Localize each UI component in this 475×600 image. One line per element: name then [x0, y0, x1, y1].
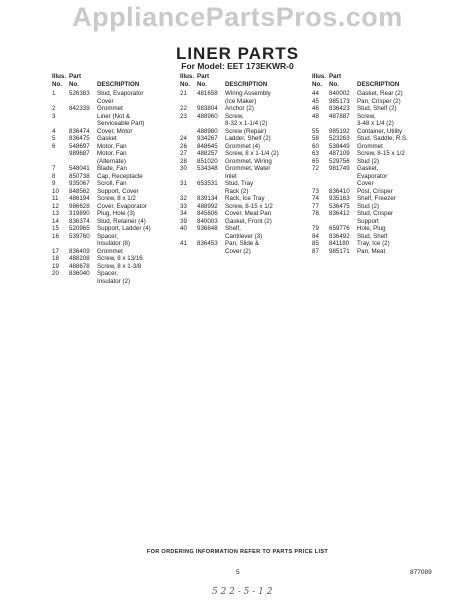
part-number: 529756	[329, 157, 350, 165]
illus-number: 78	[312, 210, 319, 217]
parts-column-3	[312, 73, 444, 255]
part-row	[312, 98, 444, 106]
part-number: 488960	[197, 112, 218, 120]
column-header	[312, 73, 444, 90]
header-no: No.	[180, 81, 190, 88]
illus-number: 65	[312, 157, 319, 165]
part-description: Screw, 8 x 1-3/8	[97, 262, 142, 270]
part-row	[312, 113, 444, 121]
part-row	[180, 165, 308, 173]
part-row	[52, 150, 176, 158]
part-description: Cover	[97, 97, 114, 105]
part-description: Grommet	[97, 247, 123, 255]
part-number: 848645	[197, 142, 218, 150]
part-description: Grommet, Wiring	[225, 157, 272, 165]
illus-number: 72	[312, 165, 319, 172]
part-description: Scroll, Fan	[97, 180, 127, 187]
part-description: Screw,	[357, 112, 376, 120]
part-description: Stud, Shelf (2)	[357, 105, 397, 112]
part-row	[180, 218, 308, 226]
illus-number: 77	[312, 202, 319, 210]
part-description: Grommet	[357, 142, 383, 150]
part-number: 538449	[329, 142, 350, 150]
illus-number: 24	[180, 135, 187, 142]
ordering-info-footer: FOR ORDERING INFORMATION REFER TO PARTS PRICE LIST	[146, 549, 329, 555]
part-row	[180, 113, 308, 121]
part-row	[312, 240, 444, 248]
part-description: Shelf,	[225, 225, 241, 232]
part-description: Support, Ladder (4)	[97, 225, 151, 232]
part-row	[52, 158, 176, 166]
part-row	[52, 263, 176, 271]
part-number: 851020	[197, 157, 218, 165]
part-row	[180, 240, 308, 248]
part-row	[52, 188, 176, 196]
part-description: Cover	[357, 180, 374, 187]
part-row	[312, 233, 444, 241]
part-description: Pan, Slide &	[225, 240, 260, 247]
part-row	[180, 225, 308, 233]
part-row	[52, 225, 176, 233]
illus-number: 34	[180, 210, 187, 217]
part-description: Motor, Fan	[97, 142, 127, 150]
illus-number: 9	[52, 180, 56, 187]
part-number: 836410	[329, 187, 350, 195]
illus-number: 74	[312, 195, 319, 202]
part-description: Support	[357, 217, 379, 225]
part-number: 845606	[197, 210, 218, 217]
header-illus: Illus.	[312, 73, 327, 80]
page-title: LINER PARTS	[175, 44, 300, 63]
illus-number: 13	[52, 210, 59, 217]
part-row	[312, 150, 444, 158]
part-number: 319890	[69, 210, 90, 217]
illus-number: 23	[180, 112, 187, 120]
part-description: Blade, Fan	[97, 165, 127, 172]
part-row	[52, 128, 176, 136]
illus-number: 63	[312, 150, 319, 157]
part-description: Stud, Shelf	[357, 232, 388, 240]
part-row	[312, 203, 444, 211]
part-number: 488678	[69, 262, 90, 270]
part-row	[180, 135, 308, 143]
part-row	[52, 195, 176, 203]
part-row	[52, 210, 176, 218]
part-description: Screw, 8 x 1-1/4 (2)	[225, 150, 279, 157]
part-number: 935067	[69, 180, 90, 187]
part-description: Stud (2)	[357, 202, 380, 210]
part-row	[180, 180, 308, 188]
part-number: 534348	[197, 165, 218, 172]
part-number: 936848	[197, 225, 218, 232]
part-description: Container, Utility	[357, 127, 403, 135]
part-row	[312, 165, 444, 173]
part-description: Rack (2)	[225, 187, 249, 195]
part-description: Cover, Evaporator	[97, 202, 147, 210]
illus-number: 46	[312, 105, 319, 112]
part-description: 3-48 x 1/4 (2)	[357, 120, 394, 127]
header-part: Part	[69, 73, 82, 80]
part-number: 836412	[329, 210, 350, 217]
part-description: Gasket,	[357, 165, 379, 172]
part-description: Spacer,	[97, 270, 118, 277]
watermark: AppliancePartsPros.com	[72, 2, 403, 32]
part-row	[180, 150, 308, 158]
part-number: 486194	[69, 195, 90, 202]
part-row	[52, 255, 176, 263]
part-number: 836492	[329, 232, 350, 240]
part-number: 488257	[197, 150, 218, 157]
header-illus: Illus.	[52, 73, 67, 80]
part-number: 836409	[69, 247, 90, 255]
part-number: 989687	[69, 150, 90, 157]
part-row	[312, 120, 444, 128]
part-description: Pan, Meat	[357, 247, 386, 255]
illus-number: 31	[180, 180, 187, 187]
part-description: (Ice Maker)	[225, 97, 257, 105]
illus-number: 1	[52, 90, 56, 97]
illus-number: 14	[52, 217, 59, 225]
part-row	[180, 233, 308, 241]
part-description: Grommet	[97, 105, 123, 112]
illus-number: 5	[52, 135, 56, 142]
part-description: Stud (2)	[357, 157, 380, 165]
header-part: Part	[197, 73, 210, 80]
part-description: Screw,	[225, 112, 244, 120]
part-description: Inlet	[225, 172, 237, 180]
header-description: DESCRIPTION	[357, 81, 400, 88]
part-row	[312, 225, 444, 233]
part-row	[52, 135, 176, 143]
parts-column-1	[52, 73, 176, 285]
part-row	[52, 270, 176, 278]
illus-number: 28	[180, 157, 187, 165]
part-row	[52, 248, 176, 256]
part-row	[52, 120, 176, 128]
part-description: Ladder, Shelf (2)	[225, 135, 271, 142]
part-number: 488980	[197, 127, 218, 135]
part-description: 8-32 x 1-1/4 (2)	[225, 120, 268, 127]
illus-number: 48	[312, 112, 319, 120]
part-number: 488208	[69, 255, 90, 262]
illus-number: 39	[180, 217, 187, 225]
header-part-no: No.	[69, 81, 79, 88]
part-number: 487887	[329, 112, 350, 120]
part-description: Serviceable Part)	[97, 120, 145, 127]
part-number: 836423	[329, 105, 350, 112]
part-row	[180, 120, 308, 128]
part-number: 481658	[197, 90, 218, 97]
part-row	[52, 165, 176, 173]
part-number: 841180	[329, 240, 350, 247]
part-description: Gasket	[97, 135, 117, 142]
part-description: Motor, Fan	[97, 150, 127, 157]
illus-number: 11	[52, 195, 59, 202]
part-number: 985171	[329, 247, 350, 255]
part-description: Stud, Saddle, R.S.	[357, 135, 408, 142]
part-number: 985173	[329, 97, 350, 105]
part-description: Anchor (2)	[225, 105, 254, 112]
illus-number: 55	[312, 127, 319, 135]
part-description: Screw, 8-15 x 1/2	[225, 202, 273, 210]
part-description: Cover (2)	[225, 247, 251, 255]
part-description: Support, Cover	[97, 187, 139, 195]
header-no: No.	[312, 81, 322, 88]
part-row	[52, 218, 176, 226]
part-number: 526383	[69, 90, 90, 97]
part-description: Screw (Repair)	[225, 127, 267, 135]
part-row	[180, 248, 308, 256]
illus-number: 10	[52, 187, 59, 195]
illus-number: 60	[312, 142, 319, 150]
part-number: 836453	[197, 240, 218, 247]
part-description: Evaporator	[357, 172, 388, 180]
form-number: 877089	[410, 569, 432, 576]
illus-number: 33	[180, 202, 187, 210]
illus-number: 79	[312, 225, 319, 232]
part-number: 836475	[69, 135, 90, 142]
part-description: Grommet, Water	[225, 165, 271, 172]
part-row	[312, 248, 444, 256]
illus-number: 2	[52, 105, 56, 112]
column-header	[52, 73, 176, 90]
part-row	[180, 195, 308, 203]
illus-number: 26	[180, 142, 187, 150]
part-description: Screw, 8 x 1/2	[97, 195, 136, 202]
part-row	[180, 128, 308, 136]
illus-number: 18	[52, 255, 59, 262]
part-number: 985192	[329, 127, 350, 135]
part-description: Hole, Plug	[357, 225, 386, 232]
part-row	[312, 210, 444, 218]
part-row	[312, 188, 444, 196]
part-row	[52, 98, 176, 106]
part-number: 981749	[329, 165, 350, 172]
part-description: Insulator (2)	[97, 277, 131, 285]
part-row	[312, 195, 444, 203]
part-description: Tray, Ice (2)	[357, 240, 390, 247]
part-description: Stud, Crisper	[357, 210, 394, 217]
part-description: Rack, Ice Tray	[225, 195, 265, 202]
part-description: Spacer,	[97, 232, 118, 240]
part-row	[180, 98, 308, 106]
part-row	[312, 218, 444, 226]
part-description: Cap, Receptacle	[97, 172, 143, 180]
header-part-no: No.	[197, 81, 207, 88]
part-description: Stud, Evaporator	[97, 90, 144, 97]
part-number: 523263	[329, 135, 350, 142]
part-description: (Alternate)	[97, 157, 126, 165]
part-row	[180, 90, 308, 98]
part-number: 548041	[69, 165, 90, 172]
part-row	[52, 240, 176, 248]
part-row	[52, 203, 176, 211]
part-number: 983804	[197, 105, 218, 112]
illus-number: 87	[312, 247, 319, 255]
part-row	[312, 173, 444, 181]
part-number: 659776	[329, 225, 350, 232]
header-part-no: No.	[329, 81, 339, 88]
illus-number: 44	[312, 90, 319, 97]
part-number: 536475	[329, 202, 350, 210]
header-part: Part	[329, 73, 342, 80]
illus-number: 22	[180, 105, 187, 112]
part-row	[312, 128, 444, 136]
part-number: 488992	[197, 202, 218, 210]
part-description: Plug, Hole (3)	[97, 210, 135, 217]
part-description: Shelf, Freezer	[357, 195, 396, 202]
part-row	[312, 135, 444, 143]
part-row	[52, 233, 176, 241]
part-row	[180, 188, 308, 196]
illus-number: 4	[52, 127, 56, 135]
illus-number: 40	[180, 225, 187, 232]
illus-number: 45	[312, 97, 319, 105]
part-number: 836040	[69, 270, 90, 277]
part-row	[312, 105, 444, 113]
model-subtitle: For Model: EET 173EKWR-0	[181, 61, 294, 71]
illus-number: 8	[52, 172, 56, 180]
part-number: 836374	[69, 217, 90, 225]
part-number: 848562	[69, 187, 90, 195]
part-number: 653531	[197, 180, 218, 187]
illus-number: 32	[180, 195, 187, 202]
part-number: 840002	[329, 90, 350, 97]
part-number: 487109	[329, 150, 350, 157]
illus-number: 21	[180, 90, 187, 97]
part-row	[52, 105, 176, 113]
illus-number: 41	[180, 240, 187, 247]
part-number: 548697	[69, 142, 90, 150]
illus-number: 20	[52, 270, 59, 277]
part-number: 520965	[69, 225, 90, 232]
part-row	[52, 143, 176, 151]
part-row	[180, 173, 308, 181]
part-number: 934267	[197, 135, 218, 142]
illus-number: 15	[52, 225, 59, 232]
part-description: Stud, Tray	[225, 180, 254, 187]
part-description: Liner (Not &	[97, 112, 131, 120]
header-illus: Illus.	[180, 73, 195, 80]
illus-number: 30	[180, 165, 187, 172]
illus-number: 27	[180, 150, 187, 157]
illus-number: 73	[312, 187, 319, 195]
part-number: 840003	[197, 217, 218, 225]
part-description: Gasket, Front (2)	[225, 217, 272, 225]
illus-number: 85	[312, 240, 319, 247]
illus-number: 19	[52, 262, 59, 270]
part-description: Cover, Meat Pan	[225, 210, 272, 217]
parts-column-2	[180, 73, 308, 255]
part-description: Screw, 8-15 x 1/2	[357, 150, 405, 157]
illus-number: 3	[52, 112, 56, 120]
part-number: 986628	[69, 202, 90, 210]
part-row	[312, 90, 444, 98]
part-number: 850738	[69, 172, 90, 180]
part-row	[180, 143, 308, 151]
part-row	[180, 158, 308, 166]
header-description: DESCRIPTION	[97, 81, 140, 88]
illus-number: 17	[52, 247, 59, 255]
handwritten-note: 5 2 2 - 5 - 1 2	[212, 587, 273, 597]
part-row	[180, 210, 308, 218]
part-description: Screw, 8 x 13/16	[97, 255, 143, 262]
part-number: 935163	[329, 195, 350, 202]
part-description: Cantilever (3)	[225, 232, 263, 240]
part-number: 839134	[197, 195, 218, 202]
part-description: Stud, Retainer (4)	[97, 217, 146, 225]
illus-number: 7	[52, 165, 56, 172]
page-number: 5	[236, 569, 240, 576]
part-description: Grommet (4)	[225, 142, 261, 150]
illus-number: 58	[312, 135, 319, 142]
part-row	[52, 113, 176, 121]
illus-number: 84	[312, 232, 319, 240]
part-row	[312, 180, 444, 188]
illus-number: 6	[52, 142, 56, 150]
part-description: Pan, Crisper (2)	[357, 97, 401, 105]
part-row	[180, 203, 308, 211]
part-row	[180, 105, 308, 113]
part-row	[52, 180, 176, 188]
illus-number: 16	[52, 232, 59, 240]
part-description: Cover, Motor	[97, 127, 133, 135]
part-description: Wiring Assembly	[225, 90, 271, 97]
header-no: No.	[52, 81, 62, 88]
part-description: Post, Crisper	[357, 187, 393, 195]
column-header	[180, 73, 308, 90]
part-number: 836474	[69, 127, 90, 135]
illus-number: 12	[52, 202, 59, 210]
part-description: Insulator (8)	[97, 240, 131, 247]
part-row	[52, 173, 176, 181]
part-number: 539760	[69, 232, 90, 240]
part-row	[52, 90, 176, 98]
part-row	[312, 158, 444, 166]
part-description: Gasket, Rear (2)	[357, 90, 403, 97]
part-row	[52, 278, 176, 286]
part-row	[312, 143, 444, 151]
part-number: 842339	[69, 105, 90, 112]
header-description: DESCRIPTION	[225, 81, 268, 88]
